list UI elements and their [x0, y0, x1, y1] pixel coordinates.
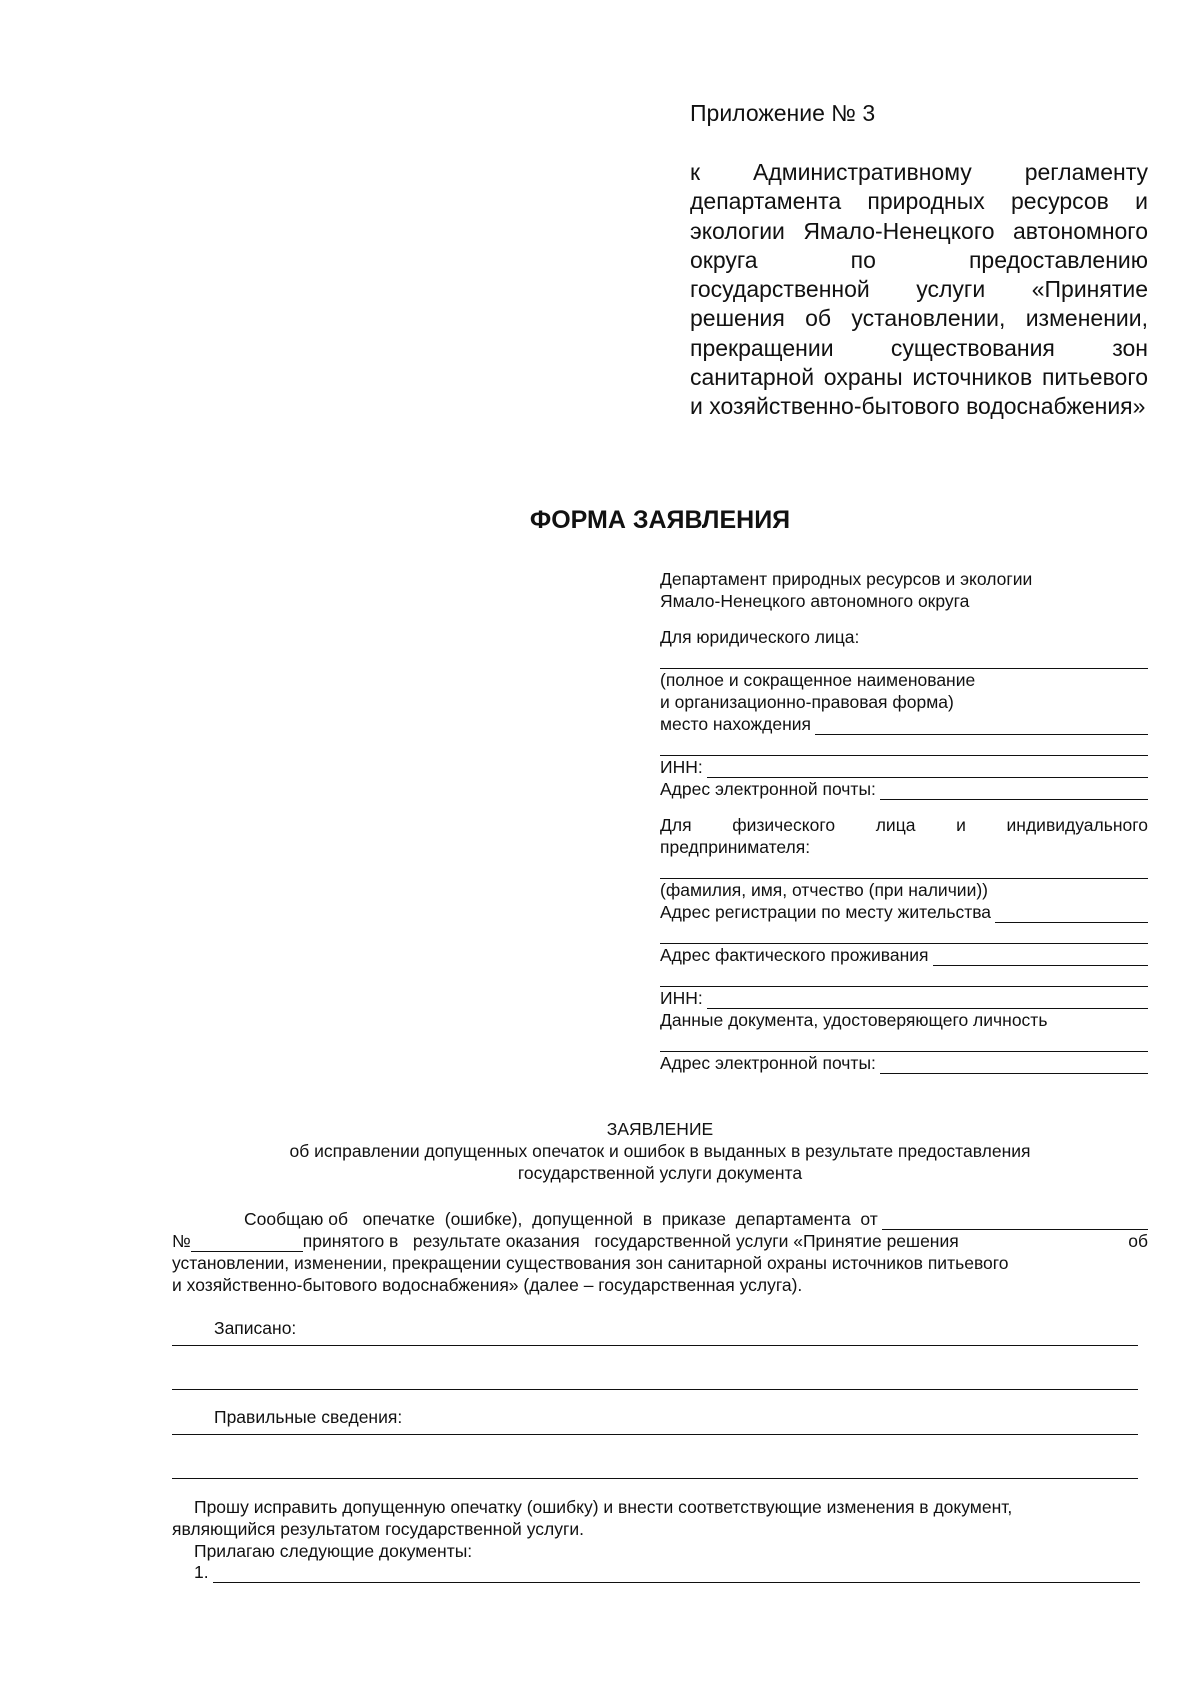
- correct-info-field-2[interactable]: [172, 1478, 1138, 1479]
- registration-label: Адрес регистрации по месту жительства: [660, 902, 992, 922]
- legal-name-hint-2: и организационно-правовая форма): [660, 692, 954, 712]
- actual-address-field[interactable]: [933, 948, 1149, 966]
- location-field-2[interactable]: [660, 735, 1148, 756]
- statement-body: [172, 1208, 1148, 1296]
- appendix-title: Приложение № 3: [690, 100, 876, 126]
- statement-text: принятого в результате оказания государственной услуги «Принятие решения: [302, 1231, 959, 1251]
- statement-text: Сообщаю об опечатке (ошибке), допущенной в приказе департамента от: [244, 1209, 878, 1229]
- id-document-field[interactable]: [660, 1031, 1148, 1052]
- attachment-number: 1.: [194, 1562, 209, 1582]
- statement-subtitle-1: об исправлении допущенных опечаток и ошибок в выданных в результате предоставления: [289, 1141, 1031, 1161]
- statement-title-block: [200, 1118, 1120, 1184]
- inn-row-2: [660, 987, 1148, 1009]
- attachment-item-1: [194, 1562, 1140, 1583]
- legal-name-hint-1: (полное и сокращенное наименование: [660, 670, 976, 690]
- attachment-field-1[interactable]: [213, 1565, 1140, 1583]
- statement-title: ЗАЯВЛЕНИЕ: [606, 1119, 714, 1139]
- individual-heading: [660, 814, 1148, 836]
- statement-line-2: [172, 1230, 1148, 1252]
- fio-field[interactable]: [660, 858, 1148, 879]
- email-label: Адрес электронной почты:: [660, 779, 876, 799]
- email-field[interactable]: [880, 782, 1148, 800]
- order-date-field[interactable]: [882, 1212, 1148, 1230]
- statement-text: установлении, изменении, прекращении существования зон санитарной охраны источников питьевого: [172, 1253, 1009, 1273]
- individual-heading-word: физического: [732, 815, 836, 835]
- appendix-reference: к Административному регламенту департамента природных ресурсов и экологии Ямало-Ненецкого автономного округа по предоставлению государственной услуги «Принятие решения об установлении, изменении, прекращении существования зон санитарной охраны источников питьевого и хозяйственно-бытового водоснабжения»: [690, 159, 1148, 420]
- location-row: [660, 713, 1148, 735]
- email-field-2[interactable]: [880, 1056, 1148, 1074]
- inn-field[interactable]: [707, 760, 1148, 778]
- location-field[interactable]: [815, 717, 1148, 735]
- id-document-label: Данные документа, удостоверяющего личность: [660, 1010, 1048, 1030]
- applicant-block: [660, 568, 1148, 1074]
- email-row: [660, 778, 1148, 800]
- individual-heading-word: индивидуального: [1006, 815, 1148, 835]
- inn-field-2[interactable]: [707, 991, 1148, 1009]
- correct-info-field-1[interactable]: [172, 1434, 1138, 1435]
- individual-heading-word: лица: [875, 815, 916, 835]
- legal-entity-heading: Для юридического лица:: [660, 627, 860, 647]
- statement-line-1: [172, 1208, 1148, 1230]
- email-label-2: Адрес электронной почты:: [660, 1053, 876, 1073]
- individual-heading-word: Для: [660, 815, 692, 835]
- inn-label-2: ИНН:: [660, 988, 703, 1008]
- statement-subtitle-2: государственной услуги документа: [517, 1163, 803, 1183]
- fio-hint: (фамилия, имя, отчество (при наличии)): [660, 880, 989, 900]
- form-title: ФОРМА ЗАЯВЛЕНИЯ: [529, 506, 791, 534]
- attachments-label: Прилагаю следующие документы:: [194, 1541, 473, 1561]
- individual-heading-word: и: [956, 815, 966, 835]
- location-label: место нахождения: [660, 714, 811, 734]
- inn-label: ИНН:: [660, 757, 703, 777]
- written-field-2[interactable]: [172, 1389, 1138, 1390]
- request-text: являющийся результатом государственной услуги.: [172, 1519, 584, 1539]
- registration-field-2[interactable]: [660, 923, 1148, 944]
- request-text: Прошу исправить допущенную опечатку (ошибку) и внести соответствующие изменения в документ,: [194, 1497, 1013, 1517]
- registration-row: [660, 901, 1148, 923]
- order-number-field[interactable]: [191, 1234, 303, 1252]
- statement-text: об: [1128, 1231, 1148, 1251]
- registration-field[interactable]: [995, 905, 1148, 923]
- actual-address-field-2[interactable]: [660, 966, 1148, 987]
- statement-text: и хозяйственно-бытового водоснабжения» (далее – государственная услуга).: [172, 1275, 803, 1295]
- department-line-1: Департамент природных ресурсов и экологии: [660, 569, 1033, 589]
- legal-name-field[interactable]: [660, 648, 1148, 669]
- correct-info-label: Правильные сведения:: [214, 1407, 403, 1427]
- actual-address-row: [660, 944, 1148, 966]
- written-field-1[interactable]: [172, 1345, 1138, 1346]
- individual-heading-line-2: предпринимателя:: [660, 837, 811, 857]
- email-row-2: [660, 1052, 1148, 1074]
- request-block: [172, 1496, 1148, 1562]
- written-label: Записано:: [214, 1318, 297, 1338]
- inn-row: [660, 756, 1148, 778]
- department-line-2: Ямало-Ненецкого автономного округа: [660, 591, 970, 611]
- actual-address-label: Адрес фактического проживания: [660, 945, 929, 965]
- number-sign: №: [172, 1231, 191, 1251]
